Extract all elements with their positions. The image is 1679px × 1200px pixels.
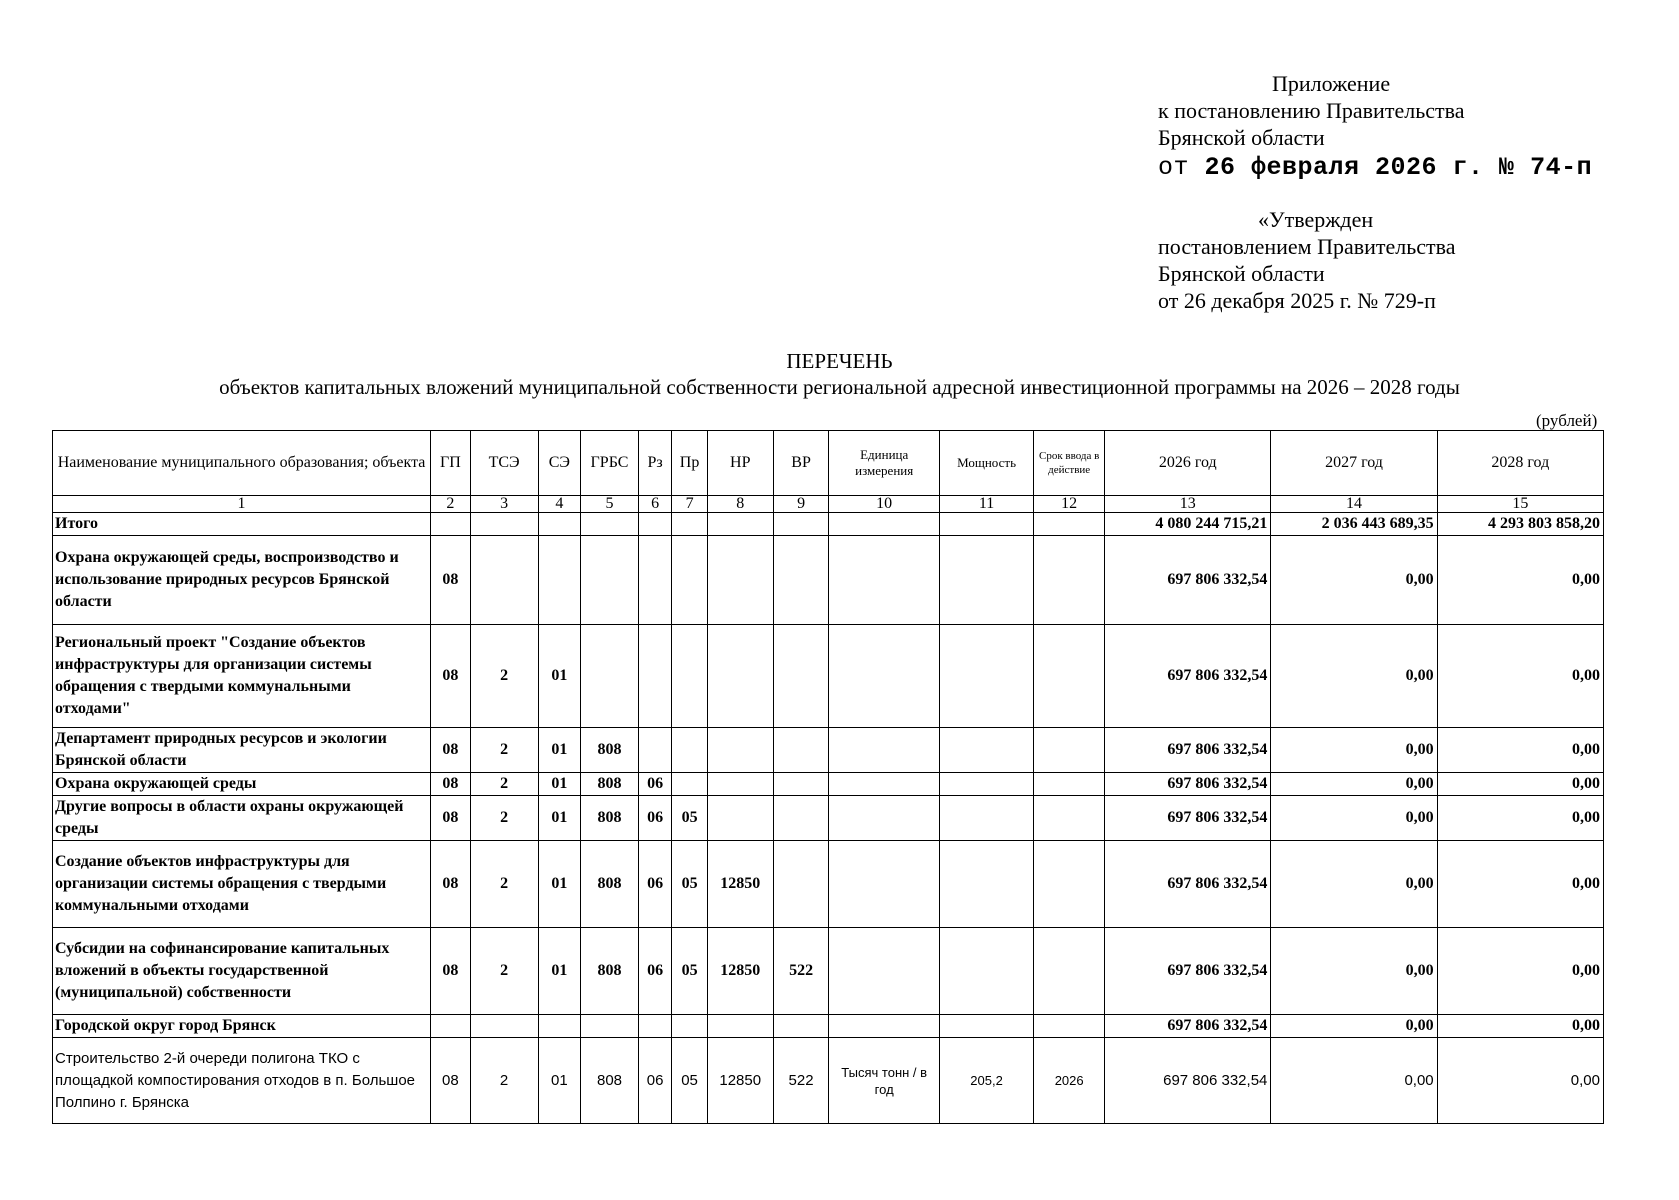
code-cell: 12850 — [707, 841, 773, 928]
code-cell: 808 — [581, 1038, 639, 1124]
code-cell — [538, 513, 581, 536]
header-cell: 2028 год — [1437, 431, 1603, 496]
code-cell — [773, 625, 829, 728]
amount-cell: 0,00 — [1271, 625, 1437, 728]
investment-table — [52, 430, 1604, 1124]
code-cell: 08 — [431, 773, 471, 796]
code-cell — [431, 513, 471, 536]
code-cell — [470, 536, 538, 625]
code-cell — [939, 625, 1033, 728]
column-number: 9 — [773, 496, 829, 513]
header-cell: 2026 год — [1105, 431, 1271, 496]
column-number: 12 — [1034, 496, 1105, 513]
row-name-cell: Охрана окружающей среды — [53, 773, 431, 796]
total-row — [53, 513, 1604, 536]
amount-cell: 0,00 — [1271, 536, 1437, 625]
code-cell: 06 — [638, 796, 671, 841]
expense-type-row — [53, 928, 1604, 1015]
department-row — [53, 728, 1604, 773]
header-cell: Пр — [672, 431, 707, 496]
amount-cell: 0,00 — [1271, 796, 1437, 841]
header-cell: Срок ввода в действие — [1034, 431, 1105, 496]
code-cell — [1034, 728, 1105, 773]
header-cell: Единица измерения — [829, 431, 939, 496]
code-cell: 05 — [672, 841, 707, 928]
code-cell: 2 — [470, 1038, 538, 1124]
header-cell: НР — [707, 431, 773, 496]
code-cell: 08 — [431, 536, 471, 625]
code-cell: 2 — [470, 728, 538, 773]
row-name-cell: Создание объектов инфраструктуры для организации системы обращения с твердыми коммунальными отходами — [53, 841, 431, 928]
row-name-cell: Региональный проект "Создание объектов инфраструктуры для организации системы обращения с твердыми коммунальными отходами" — [53, 625, 431, 728]
code-cell: 01 — [538, 728, 581, 773]
code-cell — [1034, 773, 1105, 796]
header-cell: ГРБС — [581, 431, 639, 496]
municipality-row — [53, 1015, 1604, 1038]
amount-cell: 0,00 — [1437, 625, 1603, 728]
code-cell: 01 — [538, 928, 581, 1015]
column-number: 14 — [1271, 496, 1437, 513]
code-cell — [672, 1015, 707, 1038]
code-cell — [581, 536, 639, 625]
code-cell — [773, 513, 829, 536]
column-number: 13 — [1105, 496, 1271, 513]
row-name-cell: Городской округ город Брянск — [53, 1015, 431, 1038]
amount-cell: 697 806 332,54 — [1105, 928, 1271, 1015]
code-cell — [939, 1015, 1033, 1038]
code-cell — [939, 536, 1033, 625]
code-cell: 808 — [581, 796, 639, 841]
amount-cell: 697 806 332,54 — [1105, 796, 1271, 841]
title-heading: ПЕРЕЧЕНЬ — [786, 349, 893, 373]
code-cell: 08 — [431, 728, 471, 773]
code-cell — [470, 1015, 538, 1038]
code-cell — [707, 773, 773, 796]
column-number: 7 — [672, 496, 707, 513]
code-cell: 01 — [538, 841, 581, 928]
code-cell: 522 — [773, 1038, 829, 1124]
code-cell — [672, 625, 707, 728]
code-cell: 01 — [538, 625, 581, 728]
code-cell — [638, 1015, 671, 1038]
row-name-cell: Строительство 2-й очереди полигона ТКО с площадкой компостирования отходов в п. Большое Полпино г. Брянска — [53, 1038, 431, 1124]
code-cell — [470, 513, 538, 536]
amount-cell: 0,00 — [1437, 928, 1603, 1015]
code-cell: 808 — [581, 728, 639, 773]
code-cell — [939, 773, 1033, 796]
amount-cell: 0,00 — [1437, 773, 1603, 796]
appendix-block — [1158, 70, 1592, 181]
amount-cell: 697 806 332,54 — [1105, 1038, 1271, 1124]
amount-cell: 0,00 — [1271, 1038, 1437, 1124]
code-cell — [672, 773, 707, 796]
code-cell: Тысяч тонн / в год — [829, 1038, 939, 1124]
code-cell — [638, 625, 671, 728]
code-cell — [829, 625, 939, 728]
row-name-cell: Субсидии на софинансирование капитальных вложений в объекты государственной (муниципальной) собственности — [53, 928, 431, 1015]
code-cell — [1034, 841, 1105, 928]
code-cell — [939, 728, 1033, 773]
header-cell: Рз — [638, 431, 671, 496]
code-cell — [829, 728, 939, 773]
column-number: 4 — [538, 496, 581, 513]
amount-cell: 0,00 — [1437, 1015, 1603, 1038]
code-cell — [581, 625, 639, 728]
code-cell: 08 — [431, 1038, 471, 1124]
code-cell: 01 — [538, 1038, 581, 1124]
project-row — [53, 625, 1604, 728]
currency-unit: (рублей) — [1536, 411, 1598, 430]
header-cell: ТСЭ — [470, 431, 538, 496]
column-number: 5 — [581, 496, 639, 513]
code-cell: 08 — [431, 928, 471, 1015]
appendix-date — [1158, 154, 1592, 181]
code-cell: 06 — [638, 841, 671, 928]
code-cell: 2 — [470, 841, 538, 928]
code-cell — [538, 1015, 581, 1038]
code-cell: 06 — [638, 1038, 671, 1124]
code-cell — [1034, 928, 1105, 1015]
code-cell — [773, 773, 829, 796]
column-number: 2 — [431, 496, 471, 513]
amount-cell: 0,00 — [1271, 1015, 1437, 1038]
subsection-row — [53, 796, 1604, 841]
code-cell: 06 — [638, 773, 671, 796]
code-cell: 12850 — [707, 928, 773, 1015]
amount-cell: 697 806 332,54 — [1105, 773, 1271, 796]
code-cell — [829, 796, 939, 841]
amount-cell: 4 293 803 858,20 — [1437, 513, 1603, 536]
header-cell: Наименование муниципального образования; объекта — [53, 431, 431, 496]
code-cell — [939, 928, 1033, 1015]
code-cell — [707, 513, 773, 536]
header-cell: ГП — [431, 431, 471, 496]
amount-cell: 2 036 443 689,35 — [1271, 513, 1437, 536]
code-cell — [707, 728, 773, 773]
code-cell — [773, 536, 829, 625]
code-cell — [1034, 513, 1105, 536]
column-number-row — [53, 496, 1604, 513]
code-cell: 808 — [581, 841, 639, 928]
code-cell — [431, 1015, 471, 1038]
amount-cell: 0,00 — [1271, 841, 1437, 928]
amount-cell: 697 806 332,54 — [1105, 625, 1271, 728]
code-cell — [1034, 1015, 1105, 1038]
code-cell — [939, 841, 1033, 928]
code-cell — [638, 513, 671, 536]
date-prefix: от — [1158, 153, 1205, 182]
approval-title: «Утвержден — [1258, 207, 1374, 232]
code-cell: 2 — [470, 773, 538, 796]
code-cell — [707, 536, 773, 625]
section-row — [53, 773, 1604, 796]
column-number: 10 — [829, 496, 939, 513]
title-subheading: объектов капитальных вложений муниципальной собственности региональной адресной инвестиционной программы на 2026 – 2028 годы — [219, 375, 1460, 399]
code-cell — [538, 536, 581, 625]
code-cell — [773, 1015, 829, 1038]
code-cell — [581, 1015, 639, 1038]
approval-block — [1158, 206, 1456, 314]
code-cell: 05 — [672, 796, 707, 841]
code-cell: 2 — [470, 796, 538, 841]
code-cell — [939, 513, 1033, 536]
code-cell — [829, 1015, 939, 1038]
row-name-cell: Итого — [53, 513, 431, 536]
code-cell: 522 — [773, 928, 829, 1015]
object-row — [53, 1038, 1604, 1124]
code-cell — [672, 536, 707, 625]
document-title — [0, 348, 1679, 400]
date-value: 26 февраля 2026 г. № 74-п — [1204, 153, 1593, 182]
code-cell: 01 — [538, 773, 581, 796]
code-cell — [829, 513, 939, 536]
code-cell — [707, 796, 773, 841]
amount-cell: 697 806 332,54 — [1105, 1015, 1271, 1038]
code-cell — [1034, 536, 1105, 625]
column-number: 1 — [53, 496, 431, 513]
code-cell — [581, 513, 639, 536]
row-name-cell: Другие вопросы в области охраны окружающей среды — [53, 796, 431, 841]
code-cell: 2 — [470, 928, 538, 1015]
code-cell: 808 — [581, 928, 639, 1015]
code-cell — [829, 773, 939, 796]
amount-cell: 0,00 — [1437, 536, 1603, 625]
code-cell — [829, 536, 939, 625]
code-cell: 205,2 — [939, 1038, 1033, 1124]
header-row — [53, 431, 1604, 496]
code-cell — [1034, 625, 1105, 728]
header-cell: 2027 год — [1271, 431, 1437, 496]
code-cell: 01 — [538, 796, 581, 841]
approval-line: Брянской области — [1158, 261, 1325, 286]
amount-cell: 0,00 — [1271, 928, 1437, 1015]
appendix-line: к постановлению Правительства — [1158, 98, 1465, 123]
header-cell: Мощность — [939, 431, 1033, 496]
column-number: 8 — [707, 496, 773, 513]
amount-cell: 0,00 — [1437, 841, 1603, 928]
amount-cell: 0,00 — [1271, 773, 1437, 796]
column-number: 15 — [1437, 496, 1603, 513]
code-cell — [829, 841, 939, 928]
code-cell — [638, 536, 671, 625]
amount-cell: 0,00 — [1437, 728, 1603, 773]
purpose-row — [53, 841, 1604, 928]
code-cell: 2026 — [1034, 1038, 1105, 1124]
code-cell — [773, 796, 829, 841]
amount-cell: 0,00 — [1437, 796, 1603, 841]
code-cell: 808 — [581, 773, 639, 796]
code-cell: 05 — [672, 1038, 707, 1124]
code-cell — [672, 513, 707, 536]
row-name-cell: Охрана окружающей среды, воспроизводство и использование природных ресурсов Брянской области — [53, 536, 431, 625]
column-number: 3 — [470, 496, 538, 513]
program-row — [53, 536, 1604, 625]
amount-cell: 0,00 — [1271, 728, 1437, 773]
amount-cell: 697 806 332,54 — [1105, 841, 1271, 928]
column-number: 6 — [638, 496, 671, 513]
amount-cell: 697 806 332,54 — [1105, 536, 1271, 625]
code-cell: 08 — [431, 841, 471, 928]
approval-date: от 26 декабря 2025 г. № 729-п — [1158, 288, 1436, 313]
code-cell: 05 — [672, 928, 707, 1015]
code-cell: 12850 — [707, 1038, 773, 1124]
code-cell — [773, 841, 829, 928]
code-cell — [773, 728, 829, 773]
code-cell: 08 — [431, 625, 471, 728]
code-cell — [939, 796, 1033, 841]
amount-cell: 0,00 — [1437, 1038, 1603, 1124]
row-name-cell: Департамент природных ресурсов и экологии Брянской области — [53, 728, 431, 773]
amount-cell: 697 806 332,54 — [1105, 728, 1271, 773]
header-cell: ВР — [773, 431, 829, 496]
code-cell — [1034, 796, 1105, 841]
approval-line: постановлением Правительства — [1158, 234, 1456, 259]
code-cell — [707, 1015, 773, 1038]
column-number: 11 — [939, 496, 1033, 513]
code-cell — [672, 728, 707, 773]
code-cell — [829, 928, 939, 1015]
appendix-line: Брянской области — [1158, 125, 1325, 150]
appendix-title: Приложение — [1272, 71, 1391, 96]
code-cell: 06 — [638, 928, 671, 1015]
code-cell — [707, 625, 773, 728]
header-cell: СЭ — [538, 431, 581, 496]
amount-cell: 4 080 244 715,21 — [1105, 513, 1271, 536]
code-cell: 08 — [431, 796, 471, 841]
code-cell — [638, 728, 671, 773]
code-cell: 2 — [470, 625, 538, 728]
